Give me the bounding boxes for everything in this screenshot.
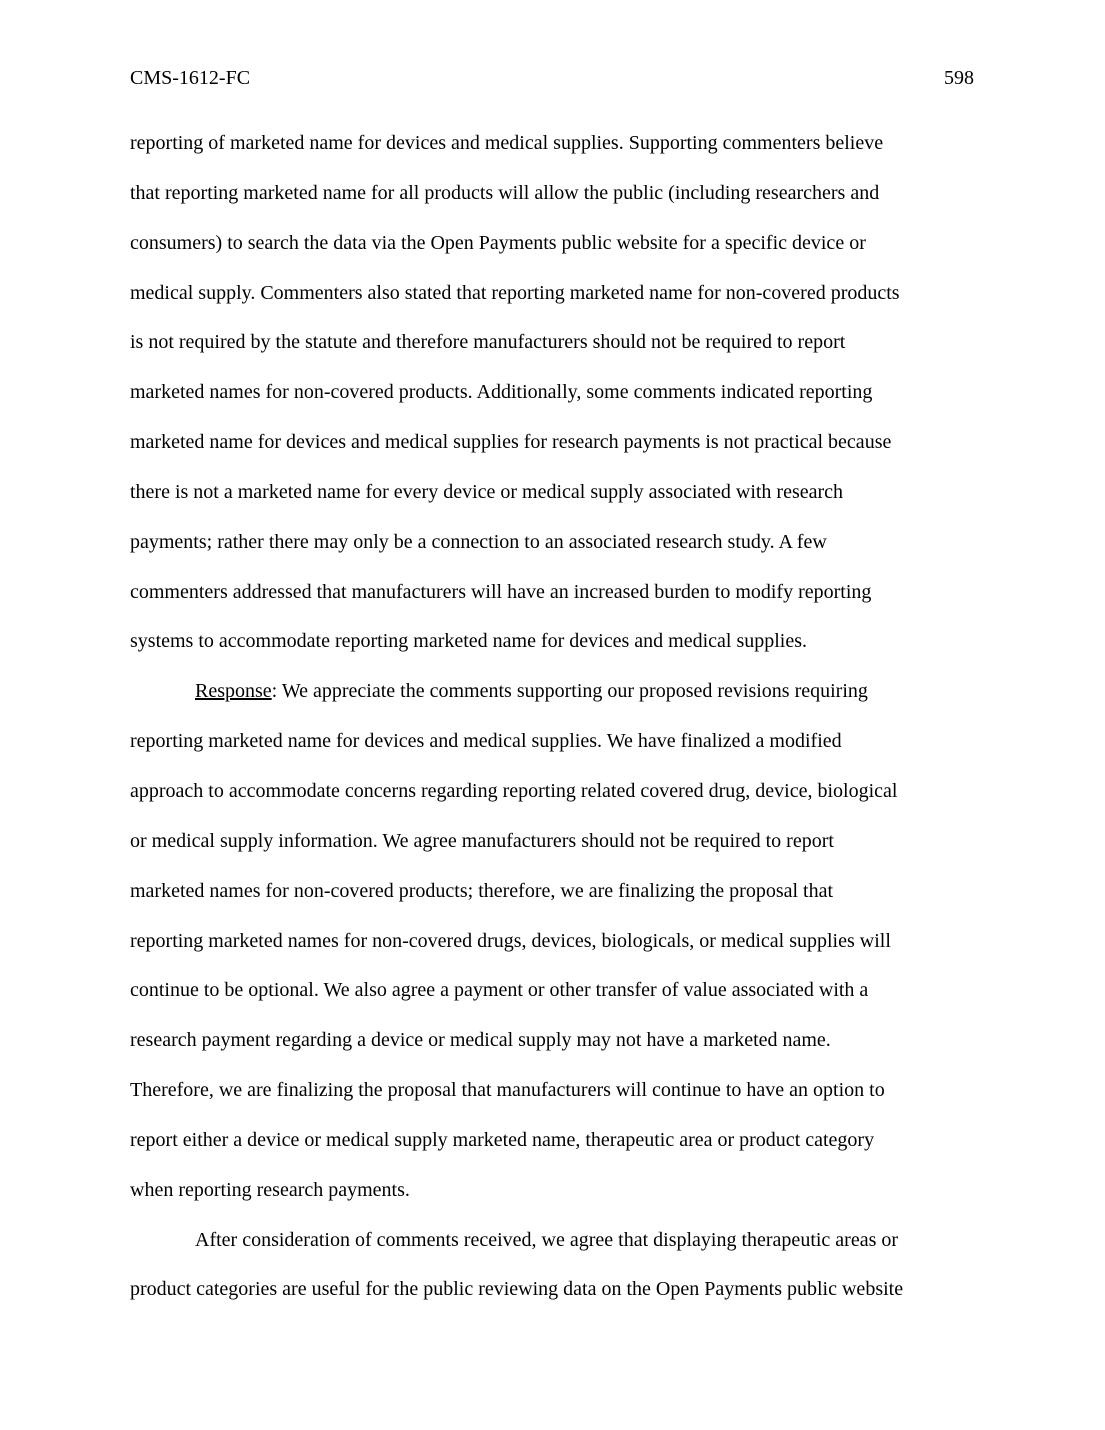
text-line: report either a device or medical supply marketed name, therapeutic area or product category (130, 1128, 875, 1151)
text-line: is not required by the statute and therefore manufacturers should not be required to report (130, 331, 846, 354)
text-line: systems to accommodate reporting marketed name for devices and medical supplies. (130, 630, 808, 653)
response-first-line (130, 667, 975, 717)
final-paragraph-first-line: After consideration of comments received, we agree that displaying therapeutic areas or (195, 1228, 899, 1251)
document-id: CMS-1612-FC (130, 67, 251, 89)
text-line: reporting marketed names for non-covered drugs, devices, biologicals, or medical supplies will (130, 929, 891, 952)
page-number: 598 (944, 67, 974, 89)
text-line: that reporting marketed name for all products will allow the public (including researchers and (130, 181, 880, 204)
text-line: reporting marketed name for devices and medical supplies. We have finalized a modified (130, 730, 842, 753)
body-text (130, 119, 975, 1315)
text-line: Therefore, we are finalizing the proposal that manufacturers will continue to have an option to (130, 1079, 885, 1102)
response-first-line-text: : We appreciate the comments supporting our proposed revisions requiring (271, 680, 868, 703)
text-line: continue to be optional. We also agree a payment or other transfer of value associated with a (130, 979, 869, 1002)
response-label: Response (195, 680, 272, 703)
text-line: medical supply. Commenters also stated that reporting marketed name for non-covered products (130, 281, 900, 304)
text-line: research payment regarding a device or medical supply may not have a marketed name. (130, 1029, 831, 1052)
text-line: marketed names for non-covered products. Additionally, some comments indicated reporting (130, 381, 873, 404)
text-line: commenters addressed that manufacturers will have an increased burden to modify reporting (130, 580, 872, 603)
text-line: marketed names for non-covered products; therefore, we are finalizing the proposal that (130, 879, 834, 902)
text-line: when reporting research payments. (130, 1178, 410, 1201)
text-line: consumers) to search the data via the Open Payments public website for a specific device or (130, 231, 866, 254)
text-line: reporting of marketed name for devices and medical supplies. Supporting commenters believe (130, 132, 884, 154)
text-line: approach to accommodate concerns regarding reporting related covered drug, device, biological (130, 779, 898, 802)
text-line: or medical supply information. We agree manufacturers should not be required to report (130, 829, 834, 852)
text-line: marketed name for devices and medical supplies for research payments is not practical because (130, 431, 892, 454)
final-paragraph-second-line: product categories are useful for the public reviewing data on the Open Payments public website (130, 1278, 904, 1301)
text-line: there is not a marketed name for every device or medical supply associated with research (130, 480, 844, 503)
text-line: payments; rather there may only be a connection to an associated research study. A few (130, 530, 827, 553)
